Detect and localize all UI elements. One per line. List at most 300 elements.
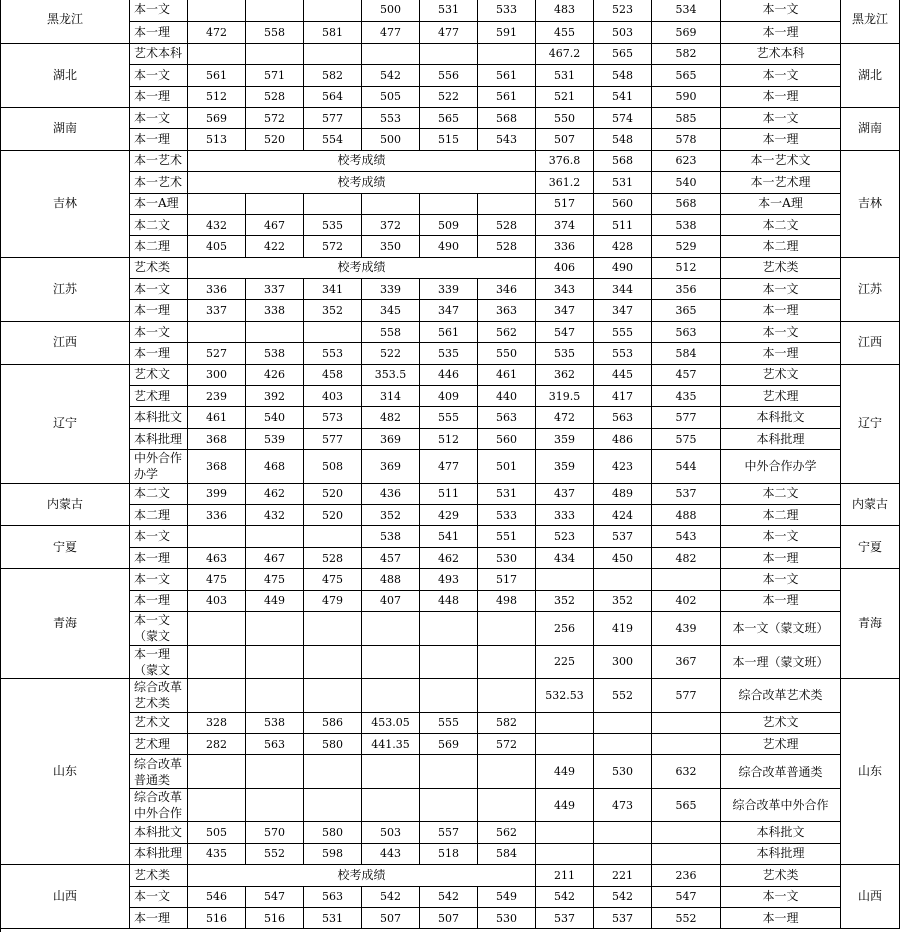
score-cell: 517 — [478, 569, 536, 590]
score-cell: 547 — [536, 321, 594, 342]
category-label-right-cell: 本一文 — [721, 526, 841, 547]
score-cell — [188, 193, 246, 214]
score-cell: 483 — [536, 0, 594, 22]
category-label-right-cell: 本二理 — [721, 505, 841, 526]
score-cell: 467 — [246, 214, 304, 235]
score-cell: 336 — [188, 505, 246, 526]
province-name-cell: 青海 — [1, 569, 130, 679]
category-label-cell: 本一理 — [130, 547, 188, 568]
category-label-right-cell: 本科批文 — [721, 407, 841, 428]
score-cell: 550 — [478, 343, 536, 364]
category-label-cell: 艺术类 — [130, 257, 188, 278]
category-label-cell: 本一文 — [130, 0, 188, 22]
table-row — [1, 279, 900, 300]
category-label-cell: 本一理 — [130, 129, 188, 150]
score-cell: 577 — [652, 679, 721, 713]
score-cell: 475 — [246, 569, 304, 590]
province-name-right-cell: 辽宁 — [841, 364, 900, 483]
score-cell — [420, 645, 478, 679]
score-cell: 520 — [304, 505, 362, 526]
score-cell: 531 — [594, 172, 652, 193]
score-cell: 336 — [536, 236, 594, 257]
score-cell: 367 — [652, 645, 721, 679]
table-row — [1, 43, 900, 64]
category-label-right-cell: 本一A理 — [721, 193, 841, 214]
category-label-cell: 本科批理 — [130, 843, 188, 864]
score-cell: 350 — [362, 236, 420, 257]
table-row — [1, 386, 900, 407]
score-cell: 409 — [420, 386, 478, 407]
score-cell: 424 — [594, 505, 652, 526]
score-cell: 368 — [188, 428, 246, 449]
score-cell: 508 — [304, 450, 362, 484]
table-row — [1, 129, 900, 150]
score-cell — [362, 612, 420, 646]
score-cell: 422 — [246, 236, 304, 257]
score-cell: 571 — [246, 65, 304, 86]
score-cell: 543 — [652, 526, 721, 547]
score-cell: 518 — [420, 843, 478, 864]
score-cell: 515 — [420, 129, 478, 150]
score-cell: 346 — [478, 279, 536, 300]
score-cell: 509 — [420, 214, 478, 235]
score-cell: 457 — [652, 364, 721, 385]
category-label-cell: 本一文 — [130, 107, 188, 128]
score-cell: 507 — [420, 907, 478, 928]
score-cell: 542 — [536, 886, 594, 907]
score-cell: 473 — [594, 788, 652, 822]
table-row — [1, 193, 900, 214]
merged-note-cell: 校考成绩 — [188, 172, 536, 193]
score-cell: 490 — [420, 236, 478, 257]
score-cell: 475 — [188, 569, 246, 590]
score-cell: 572 — [478, 733, 536, 754]
score-cell: 486 — [594, 428, 652, 449]
score-cell: 532.53 — [536, 679, 594, 713]
score-cell: 562 — [478, 822, 536, 843]
score-cell: 448 — [420, 590, 478, 611]
score-cell — [362, 788, 420, 822]
score-cell: 477 — [420, 22, 478, 43]
score-cell: 337 — [246, 279, 304, 300]
score-cell: 432 — [188, 214, 246, 235]
score-cell: 482 — [652, 547, 721, 568]
score-cell — [420, 612, 478, 646]
score-cell: 520 — [246, 129, 304, 150]
table-row — [1, 547, 900, 568]
score-cell: 540 — [246, 407, 304, 428]
category-label-right-cell: 艺术类 — [721, 865, 841, 886]
score-cell: 531 — [536, 65, 594, 86]
score-cell: 403 — [188, 590, 246, 611]
category-label-cell: 本一理 — [130, 300, 188, 321]
score-cell: 455 — [536, 22, 594, 43]
score-cell: 585 — [652, 107, 721, 128]
score-cell: 500 — [362, 0, 420, 22]
category-label-right-cell: 本一理（蒙文班） — [721, 645, 841, 679]
score-cell: 533 — [478, 505, 536, 526]
score-cell: 554 — [304, 129, 362, 150]
score-cell: 568 — [652, 193, 721, 214]
province-name-cell: 黑龙江 — [1, 0, 130, 43]
score-cell: 560 — [478, 428, 536, 449]
score-cell — [246, 43, 304, 64]
score-cell — [362, 645, 420, 679]
score-cell: 356 — [652, 279, 721, 300]
score-cell: 535 — [304, 214, 362, 235]
score-cell: 333 — [536, 505, 594, 526]
province-name-right-cell: 青海 — [841, 569, 900, 679]
score-cell — [246, 612, 304, 646]
score-cell: 314 — [362, 386, 420, 407]
score-cell: 419 — [594, 612, 652, 646]
category-label-cell: 艺术理 — [130, 733, 188, 754]
score-cell: 345 — [362, 300, 420, 321]
score-cell — [594, 569, 652, 590]
score-cell: 376.8 — [536, 150, 594, 171]
province-name-right-cell: 吉林 — [841, 150, 900, 257]
table-row — [1, 822, 900, 843]
category-label-right-cell: 本一文 — [721, 65, 841, 86]
category-label-cell: 艺术文 — [130, 712, 188, 733]
table-row — [1, 257, 900, 278]
province-name-cell: 湖北 — [1, 43, 130, 107]
category-label-cell: 本二理 — [130, 505, 188, 526]
score-cell — [478, 645, 536, 679]
table-row — [1, 22, 900, 43]
score-cell: 347 — [420, 300, 478, 321]
score-cell — [536, 569, 594, 590]
score-cell — [246, 679, 304, 713]
province-name-cell: 宁夏 — [1, 526, 130, 569]
score-cell: 457 — [362, 547, 420, 568]
score-cell: 405 — [188, 236, 246, 257]
score-cell: 429 — [420, 505, 478, 526]
category-label-right-cell: 本科批理 — [721, 843, 841, 864]
score-cell: 563 — [594, 407, 652, 428]
score-cell: 406 — [536, 257, 594, 278]
score-cell: 523 — [594, 0, 652, 22]
score-cell: 498 — [478, 590, 536, 611]
score-cell: 339 — [420, 279, 478, 300]
score-cell — [536, 733, 594, 754]
score-cell: 520 — [304, 483, 362, 504]
province-name-right-cell: 宁夏 — [841, 526, 900, 569]
score-cell: 535 — [420, 343, 478, 364]
category-label-right-cell: 本一理 — [721, 590, 841, 611]
province-name-cell: 吉林 — [1, 150, 130, 257]
score-cell: 522 — [362, 343, 420, 364]
score-cell: 507 — [536, 129, 594, 150]
score-cell — [188, 0, 246, 22]
score-cell: 500 — [362, 129, 420, 150]
score-cell — [304, 755, 362, 789]
score-cell: 549 — [478, 886, 536, 907]
score-cell: 584 — [478, 843, 536, 864]
score-cell: 361.2 — [536, 172, 594, 193]
score-cell: 528 — [246, 86, 304, 107]
score-cell: 461 — [188, 407, 246, 428]
category-label-right-cell: 艺术文 — [721, 364, 841, 385]
score-cell: 537 — [652, 483, 721, 504]
score-cell: 439 — [652, 612, 721, 646]
table-row — [1, 236, 900, 257]
score-cell: 565 — [652, 788, 721, 822]
score-cell: 352 — [362, 505, 420, 526]
score-cell: 557 — [420, 822, 478, 843]
score-cell: 538 — [246, 712, 304, 733]
category-label-cell: 综合改革艺术类 — [130, 679, 188, 713]
score-cell: 488 — [362, 569, 420, 590]
score-cell: 446 — [420, 364, 478, 385]
score-cell: 556 — [420, 65, 478, 86]
score-cell: 458 — [304, 364, 362, 385]
score-cell: 472 — [536, 407, 594, 428]
table-row — [1, 300, 900, 321]
score-cell: 369 — [362, 450, 420, 484]
province-name-cell: 山西 — [1, 865, 130, 929]
table-row — [1, 483, 900, 504]
category-label-cell: 中外合作办学 — [130, 450, 188, 484]
category-label-right-cell: 艺术文 — [721, 712, 841, 733]
table-row — [1, 712, 900, 733]
category-label-right-cell: 本一艺术文 — [721, 150, 841, 171]
category-label-right-cell: 本一文 — [721, 279, 841, 300]
score-cell: 440 — [478, 386, 536, 407]
score-cell — [478, 755, 536, 789]
score-cell: 552 — [652, 907, 721, 928]
score-cell: 368 — [188, 450, 246, 484]
score-cell: 553 — [594, 343, 652, 364]
category-label-right-cell: 本科批文 — [721, 822, 841, 843]
table-row — [1, 645, 900, 679]
category-label-cell: 综合改革中外合作 — [130, 788, 188, 822]
score-cell: 516 — [246, 907, 304, 928]
score-cell: 548 — [594, 129, 652, 150]
score-cell: 530 — [594, 755, 652, 789]
score-cell: 461 — [478, 364, 536, 385]
table-row — [1, 679, 900, 713]
score-cell: 435 — [188, 843, 246, 864]
score-cell: 507 — [362, 907, 420, 928]
score-cell: 530 — [478, 907, 536, 928]
score-cell: 537 — [594, 907, 652, 928]
province-name-right-cell: 山西 — [841, 865, 900, 929]
score-cell: 540 — [652, 172, 721, 193]
category-label-cell: 本一文 — [130, 569, 188, 590]
table-row — [1, 843, 900, 864]
table-row — [1, 107, 900, 128]
score-cell: 339 — [362, 279, 420, 300]
score-cell: 528 — [304, 547, 362, 568]
score-cell: 341 — [304, 279, 362, 300]
score-cell: 568 — [594, 150, 652, 171]
score-cell: 403 — [304, 386, 362, 407]
category-label-right-cell: 综合改革普通类 — [721, 755, 841, 789]
score-cell: 575 — [652, 428, 721, 449]
category-label-right-cell: 本一理 — [721, 907, 841, 928]
score-cell: 553 — [362, 107, 420, 128]
province-name-right-cell: 内蒙古 — [841, 483, 900, 526]
score-cell: 434 — [536, 547, 594, 568]
score-cell — [362, 679, 420, 713]
score-cell — [304, 645, 362, 679]
score-cell: 319.5 — [536, 386, 594, 407]
score-cell — [246, 526, 304, 547]
score-cell: 558 — [362, 321, 420, 342]
score-cell: 490 — [594, 257, 652, 278]
table-row — [1, 733, 900, 754]
score-cell: 561 — [420, 321, 478, 342]
score-cell: 537 — [594, 526, 652, 547]
score-cell — [478, 612, 536, 646]
score-cell: 359 — [536, 428, 594, 449]
score-cell: 581 — [304, 22, 362, 43]
score-cell: 423 — [594, 450, 652, 484]
score-cell: 543 — [478, 129, 536, 150]
score-cell — [304, 321, 362, 342]
score-cell: 563 — [478, 407, 536, 428]
score-cell: 570 — [246, 822, 304, 843]
category-label-cell: 艺术理 — [130, 386, 188, 407]
category-label-cell: 本科批理 — [130, 428, 188, 449]
table-row — [1, 407, 900, 428]
category-label-cell: 艺术文 — [130, 364, 188, 385]
score-cell — [246, 788, 304, 822]
score-cell: 530 — [478, 547, 536, 568]
score-cell: 445 — [594, 364, 652, 385]
score-cell: 344 — [594, 279, 652, 300]
category-label-cell: 本一理 — [130, 907, 188, 928]
merged-note-cell: 校考成绩 — [188, 257, 536, 278]
category-label-right-cell: 本一文 — [721, 107, 841, 128]
score-cell — [594, 712, 652, 733]
merged-note-cell: 校考成绩 — [188, 150, 536, 171]
score-cell — [652, 843, 721, 864]
category-label-cell: 本一文 — [130, 886, 188, 907]
table-row — [1, 0, 900, 22]
score-cell: 462 — [420, 547, 478, 568]
score-cell: 392 — [246, 386, 304, 407]
category-label-right-cell: 本一理 — [721, 22, 841, 43]
score-cell: 565 — [420, 107, 478, 128]
category-label-right-cell: 艺术理 — [721, 386, 841, 407]
score-cell: 503 — [594, 22, 652, 43]
score-cell: 561 — [188, 65, 246, 86]
category-label-cell: 本一理 — [130, 590, 188, 611]
score-cell: 565 — [594, 43, 652, 64]
score-cell: 574 — [594, 107, 652, 128]
score-cell: 353.5 — [362, 364, 420, 385]
score-cell: 550 — [536, 107, 594, 128]
score-cell: 482 — [362, 407, 420, 428]
score-cell: 477 — [362, 22, 420, 43]
score-cell: 572 — [304, 236, 362, 257]
score-cell: 462 — [246, 483, 304, 504]
score-cell: 544 — [652, 450, 721, 484]
province-name-right-cell: 黑龙江 — [841, 0, 900, 43]
score-table-body — [1, 0, 900, 929]
score-cell: 565 — [652, 65, 721, 86]
score-cell — [304, 0, 362, 22]
score-cell — [246, 321, 304, 342]
score-cell: 542 — [594, 886, 652, 907]
score-cell: 577 — [304, 107, 362, 128]
score-cell: 552 — [594, 679, 652, 713]
score-cell: 475 — [304, 569, 362, 590]
score-cell: 561 — [478, 86, 536, 107]
score-cell: 505 — [188, 822, 246, 843]
category-label-cell: 本一文 — [130, 321, 188, 342]
category-label-right-cell: 艺术本科 — [721, 43, 841, 64]
score-cell: 542 — [362, 886, 420, 907]
table-row — [1, 886, 900, 907]
score-cell — [420, 788, 478, 822]
score-cell: 577 — [652, 407, 721, 428]
score-cell: 531 — [304, 907, 362, 928]
score-cell: 591 — [478, 22, 536, 43]
score-cell: 511 — [594, 214, 652, 235]
category-label-right-cell: 中外合作办学 — [721, 450, 841, 484]
score-cell: 516 — [188, 907, 246, 928]
category-label-cell: 本一理（蒙文 — [130, 645, 188, 679]
score-cell: 517 — [536, 193, 594, 214]
score-cell: 568 — [478, 107, 536, 128]
score-cell — [188, 788, 246, 822]
score-cell: 563 — [304, 886, 362, 907]
score-cell: 531 — [478, 483, 536, 504]
score-cell: 441.35 — [362, 733, 420, 754]
table-row — [1, 907, 900, 928]
score-cell — [536, 712, 594, 733]
province-name-cell: 湖南 — [1, 107, 130, 150]
score-cell: 569 — [420, 733, 478, 754]
score-cell: 548 — [594, 65, 652, 86]
score-cell: 538 — [652, 214, 721, 235]
score-cell — [246, 645, 304, 679]
table-row — [1, 150, 900, 171]
score-cell — [420, 755, 478, 789]
table-row — [1, 343, 900, 364]
category-label-right-cell: 本一文 — [721, 321, 841, 342]
score-cell: 372 — [362, 214, 420, 235]
category-label-cell: 本二文 — [130, 214, 188, 235]
score-cell: 598 — [304, 843, 362, 864]
category-label-cell: 综合改革普通类 — [130, 755, 188, 789]
score-cell: 580 — [304, 822, 362, 843]
category-label-cell: 本科批文 — [130, 407, 188, 428]
score-cell: 432 — [246, 505, 304, 526]
category-label-right-cell: 本二文 — [721, 214, 841, 235]
category-label-cell: 艺术本科 — [130, 43, 188, 64]
score-cell: 336 — [188, 279, 246, 300]
category-label-right-cell: 综合改革艺术类 — [721, 679, 841, 713]
table-row — [1, 321, 900, 342]
score-cell — [246, 0, 304, 22]
score-cell: 564 — [304, 86, 362, 107]
score-cell — [246, 193, 304, 214]
province-name-cell: 江西 — [1, 321, 130, 364]
table-row — [1, 590, 900, 611]
score-cell: 590 — [652, 86, 721, 107]
table-row — [1, 86, 900, 107]
score-cell: 538 — [246, 343, 304, 364]
category-label-cell: 本一理 — [130, 22, 188, 43]
score-cell — [420, 679, 478, 713]
merged-note-cell: 校考成绩 — [188, 865, 536, 886]
score-cell — [652, 733, 721, 754]
score-cell: 578 — [652, 129, 721, 150]
